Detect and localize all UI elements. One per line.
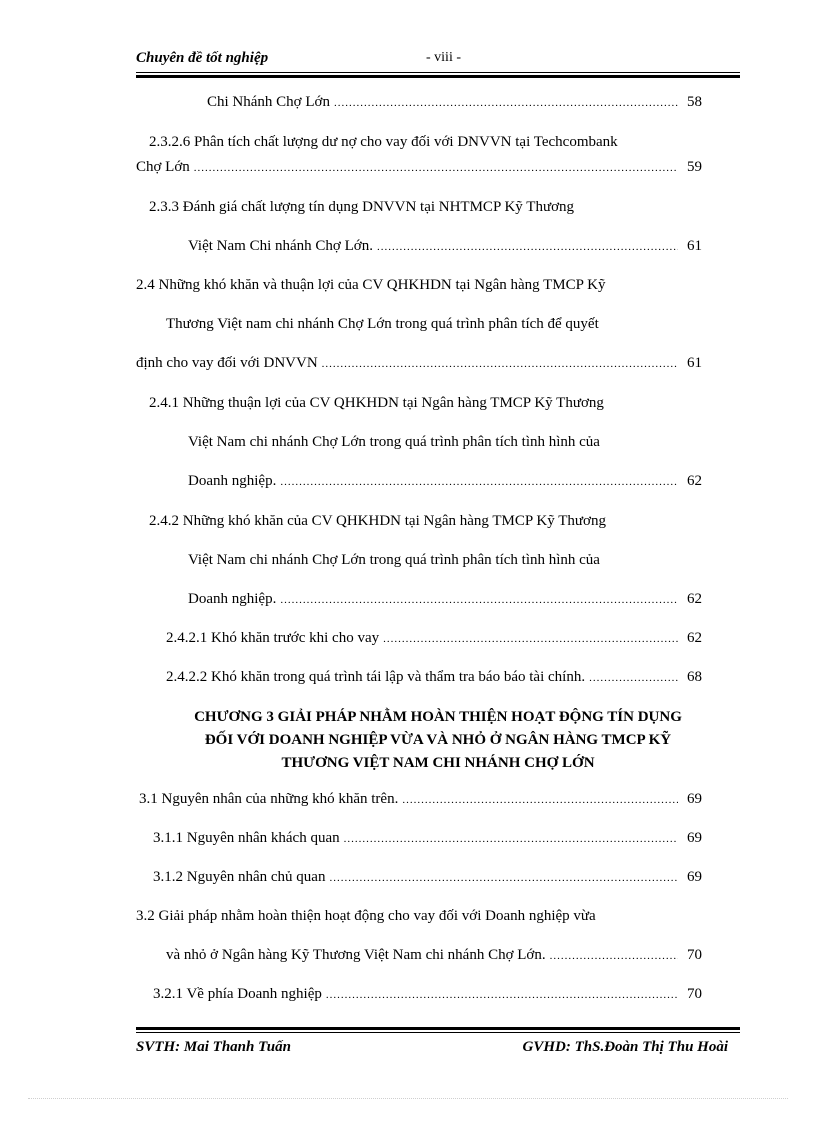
- dot-leader: [589, 667, 678, 688]
- dot-leader: [377, 236, 678, 257]
- page-edge-dotted-line: [28, 1098, 788, 1100]
- footer-rule-thick: [136, 1027, 740, 1030]
- header-rule-thin: [136, 72, 740, 73]
- toc-entry-line: 2.4.2 Những khó khăn của CV QHKHDN tại Ngân hàng TMCP Kỹ Thương: [149, 513, 606, 529]
- toc-entry-line: Thương Việt nam chi nhánh Chợ Lớn trong quá trình phân tích để quyết: [166, 316, 599, 332]
- dot-leader: [280, 589, 678, 610]
- toc-entry: 3.2.1 Về phía Doanh nghiệp ..... 70: [153, 984, 702, 1005]
- toc-entry: Doanh nghiệp. ..... 62: [188, 589, 702, 610]
- toc-entry: định cho vay đối với DNVVN ..... 61: [136, 353, 702, 374]
- toc-entry: Doanh nghiệp. ..... 62: [188, 471, 702, 492]
- dot-leader: [329, 867, 678, 888]
- chapter-heading-line: ĐỐI VỚI DOANH NGHIỆP VỪA VÀ NHỎ Ở NGÂN HÀNG TMCP KỸ: [204, 732, 672, 748]
- toc-entry: 2.4.2.2 Khó khăn trong quá trình tái lập và thẩm tra báo báo tài chính. ..... 68: [166, 667, 702, 688]
- header-page-number: - viii -: [426, 50, 461, 65]
- toc-entry-line: Việt Nam chi nhánh Chợ Lớn trong quá trình phân tích tình hình của: [188, 434, 600, 450]
- dot-leader: [344, 828, 678, 849]
- toc-entry: 2.4.2.1 Khó khăn trước khi cho vay ..... 62: [166, 628, 702, 649]
- toc-entry-line: 2.3.3 Đánh giá chất lượng tín dụng DNVVN tại NHTMCP Kỹ Thương: [149, 199, 575, 215]
- footer-student: SVTH: Mai Thanh Tuấn: [136, 1039, 291, 1055]
- toc-entry: 3.1 Nguyên nhân của những khó khăn trên. ..... 69: [139, 789, 702, 810]
- dot-leader: [194, 157, 678, 178]
- toc-entry-line: 3.2 Giải pháp nhằm hoàn thiện hoạt động cho vay đối với Doanh nghiệp vừa: [136, 908, 596, 924]
- toc-entry-line: 2.4.1 Những thuận lợi của CV QHKHDN tại Ngân hàng TMCP Kỹ Thương: [149, 395, 604, 411]
- toc-entry-line: 2.4 Những khó khăn và thuận lợi của CV QHKHDN tại Ngân hàng TMCP Kỹ: [136, 277, 606, 293]
- footer-advisor: GVHD: ThS.Đoàn Thị Thu Hoài: [522, 1039, 728, 1055]
- page-footer: [136, 1039, 728, 1059]
- page-header: [136, 50, 740, 70]
- dot-leader: [402, 789, 678, 810]
- dot-leader: [550, 945, 678, 966]
- toc-entry: Chợ Lớn ..... 59: [136, 157, 702, 178]
- dot-leader: [280, 471, 678, 492]
- footer-rule-thin: [136, 1032, 740, 1033]
- header-rule-thick: [136, 75, 740, 78]
- dot-leader: [383, 628, 678, 649]
- dot-leader: [322, 353, 678, 374]
- chapter-heading-line: CHƯƠNG 3 GIẢI PHÁP NHẰM HOÀN THIỆN HOẠT ĐỘNG TÍN DỤNG: [194, 709, 682, 725]
- toc-entry-line: Việt Nam chi nhánh Chợ Lớn trong quá trình phân tích tình hình của: [188, 552, 600, 568]
- toc-entry: 3.1.2 Nguyên nhân chủ quan ..... 69: [153, 867, 702, 888]
- chapter-heading-line: THƯƠNG VIỆT NAM CHI NHÁNH CHỢ LỚN: [281, 755, 595, 771]
- toc-entry: và nhỏ ở Ngân hàng Kỹ Thương Việt Nam chi nhánh Chợ Lớn. ..... 70: [166, 945, 702, 966]
- toc-entry: 3.1.1 Nguyên nhân khách quan ..... 69: [153, 828, 702, 849]
- dot-leader: [334, 92, 678, 113]
- toc-entry-line: 2.3.2.6 Phân tích chất lượng dư nợ cho vay đối với DNVVN tại Techcombank: [149, 134, 618, 150]
- toc-entry: Việt Nam Chi nhánh Chợ Lớn. ..... 61: [188, 236, 702, 257]
- toc-entry: Chi Nhánh Chợ Lớn ..... 58: [207, 92, 702, 113]
- dot-leader: [326, 984, 678, 1005]
- header-title: Chuyên đề tốt nghiệp: [136, 50, 269, 66]
